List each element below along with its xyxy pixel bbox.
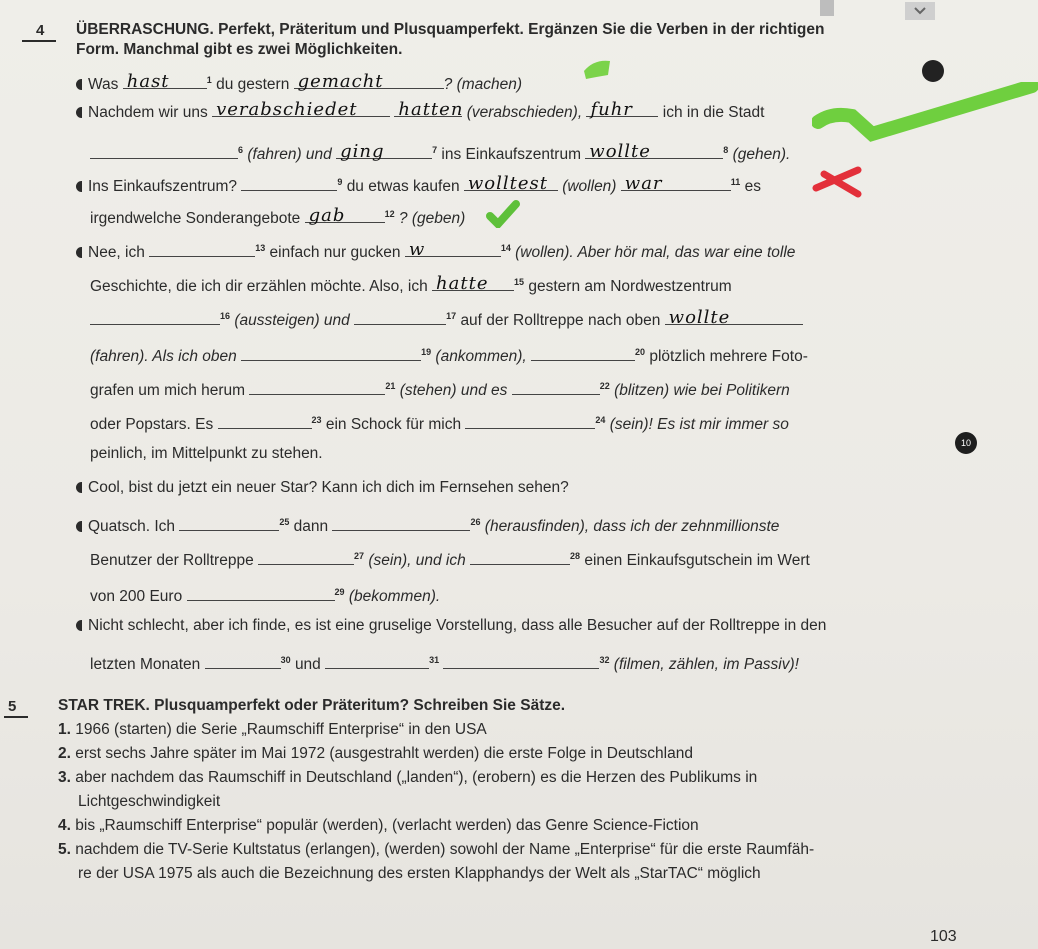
ex5-item-4: 4. bis „Raumschiff Enterprise“ populär (werden), (verlacht werden) das Genre Science-Fiction bbox=[58, 817, 699, 834]
sentence-line-6: Nee, ich $^{13}$ einfach nur gucken w $^{14}$ (wollen). Aber hör mal, das war eine tolle bbox=[76, 238, 795, 263]
sentence-line-3: $^6$ (fahren) und ging $^7$ ins Einkaufszentrum wollte $^8$ (gehen). bbox=[90, 140, 790, 165]
exercise-number: 4 bbox=[36, 22, 45, 39]
sentence-line-4: Ins Einkaufszentrum? $^9$ du etwas kaufen wolltest (wollen) war $^{11}$ es bbox=[76, 172, 761, 197]
green-check-mark bbox=[812, 82, 1038, 142]
answer-blank-19[interactable] bbox=[241, 346, 421, 361]
answer-blank-1[interactable]: hast bbox=[123, 74, 207, 89]
answer-blank-8[interactable]: wollte bbox=[585, 144, 723, 159]
answer-blank-4[interactable]: verabschiedet bbox=[212, 102, 390, 117]
sentence-line-16: von 200 Euro $^{29}$ (bekommen). bbox=[90, 587, 441, 606]
exercise-title: ÜBERRASCHUNG. Perfekt, Präteritum und Plusquamperfekt. Ergänzen Sie die Verben in der richtigen bbox=[76, 21, 825, 38]
sentence-line-5: irgendwelche Sonderangebote gab $^{12}$ ? (geben) bbox=[90, 205, 466, 228]
answer-blank-16[interactable] bbox=[90, 310, 220, 325]
sentence-line-14: Quatsch. Ich $^{25}$ dann $^{26}$ (herausfinden), dass ich der zehnmillionste bbox=[76, 512, 779, 537]
answer-blank-22[interactable] bbox=[512, 380, 600, 395]
ex5-item-3-cont: Lichtgeschwindigkeit bbox=[78, 793, 221, 810]
green-check-small bbox=[484, 198, 520, 228]
sentence-line-15: Benutzer der Rolltreppe $^{27}$ (sein), und ich $^{28}$ einen Einkaufsgutschein im Wert bbox=[90, 551, 810, 570]
ex5-item-2: 2. erst sechs Jahre später im Mai 1972 (ausgestrahlt werden) die erste Folge in Deutschland bbox=[58, 745, 693, 762]
answer-blank-9[interactable] bbox=[241, 176, 337, 191]
answer-blank-27[interactable] bbox=[258, 550, 354, 565]
answer-blank-24[interactable] bbox=[465, 414, 595, 429]
green-highlight-mark bbox=[580, 55, 612, 83]
sentence-line-1: Was hast $^1$ du gestern gemacht ? (machen) bbox=[76, 70, 522, 95]
answer-blank-23[interactable] bbox=[218, 414, 312, 429]
answer-blank-12[interactable]: gab bbox=[305, 208, 385, 223]
answer-blank-31[interactable] bbox=[325, 654, 429, 669]
answer-blank-32[interactable] bbox=[443, 654, 599, 669]
sentence-line-11: oder Popstars. Es $^{23}$ ein Schock für mich $^{24}$ (sein)! Es ist mir immer so bbox=[90, 415, 789, 434]
answer-blank-2-3[interactable]: gemacht bbox=[294, 74, 444, 89]
red-cross-mark bbox=[804, 166, 864, 198]
exercise-number-rule bbox=[22, 40, 56, 42]
answer-blank-10[interactable]: wolltest bbox=[464, 176, 558, 191]
exercise-5-number: 5 bbox=[8, 698, 17, 715]
answer-blank-15[interactable]: hatte bbox=[432, 276, 514, 291]
sentence-line-9: (fahren). Als ich oben $^{19}$ (ankommen), $^{20}$ plötzlich mehrere Foto- bbox=[90, 347, 808, 366]
answer-blank-29[interactable] bbox=[187, 586, 335, 601]
ex5-item-1: 1. 1966 (starten) die Serie „Raumschiff Enterprise“ in den USA bbox=[58, 721, 487, 738]
ex5-item-5: 5. nachdem die TV-Serie Kultstatus (erlangen), (werden) sowohl der Name „Enterprise“ für die erste Raumfäh- bbox=[58, 841, 815, 858]
side-badge: 10 bbox=[955, 432, 977, 454]
sentence-line-8: $^{16}$ (aussteigen) und $^{17}$ auf der Rolltreppe nach oben wollte bbox=[90, 306, 803, 331]
black-dot-marker bbox=[922, 60, 944, 82]
answer-blank-25[interactable] bbox=[179, 516, 279, 531]
answer-blank-20[interactable] bbox=[531, 346, 635, 361]
exercise-5-number-rule bbox=[4, 716, 28, 718]
exercise-title-line2: Form. Manchmal gibt es zwei Möglichkeiten. bbox=[76, 41, 403, 58]
answer-blank-28[interactable] bbox=[470, 550, 570, 565]
corner-tab-icon bbox=[905, 2, 935, 20]
answer-blank-26[interactable] bbox=[332, 516, 470, 531]
ex5-item-3: 3. aber nachdem das Raumschiff in Deutschland („landen“), (erobern) es die Herzen des Publikums in bbox=[58, 769, 758, 786]
answer-blank-18[interactable]: wollte bbox=[665, 310, 803, 325]
sentence-line-18: letzten Monaten $^{30}$ und $^{31}$ $^{32}$ (filmen, zählen, im Passiv)! bbox=[90, 655, 799, 674]
answer-blank-13[interactable] bbox=[149, 242, 255, 257]
sentence-line-17: Nicht schlecht, aber ich finde, es ist eine gruselige Vorstellung, dass alle Besucher auf der Rolltreppe in den bbox=[76, 616, 826, 636]
sentence-line-7: Geschichte, die ich dir erzählen möchte. Also, ich hatte $^{15}$ gestern am Nordwestzentrum bbox=[90, 273, 732, 296]
answer-blank-7[interactable]: ging bbox=[336, 144, 432, 159]
sentence-line-10: grafen um mich herum $^{21}$ (stehen) und es $^{22}$ (blitzen) wie bei Politikern bbox=[90, 381, 790, 400]
answer-blank-5b[interactable]: fuhr bbox=[586, 102, 658, 117]
sentence-line-2: Nachdem wir uns verabschiedet hatten (verabschieden), fuhr ich in die Stadt bbox=[76, 102, 764, 123]
answer-blank-5[interactable]: hatten bbox=[394, 102, 462, 117]
page-number: 103 bbox=[930, 928, 957, 945]
sentence-line-13: Cool, bist du jetzt ein neuer Star? Kann ich dich im Fernsehen sehen? bbox=[76, 478, 569, 498]
ex5-item-5-cont: re der USA 1975 als auch die Bezeichnung des ersten Klapphandys der Welt als „StarTAC“ möglich bbox=[78, 865, 761, 882]
answer-blank-11[interactable]: war bbox=[621, 176, 731, 191]
answer-blank-17[interactable] bbox=[354, 310, 446, 325]
corner-tab bbox=[820, 0, 834, 16]
answer-blank-6[interactable] bbox=[90, 144, 238, 159]
sentence-line-12: peinlich, im Mittelpunkt zu stehen. bbox=[90, 445, 323, 462]
answer-blank-21[interactable] bbox=[249, 380, 385, 395]
answer-blank-14[interactable]: w bbox=[405, 242, 501, 257]
exercise-5-title: STAR TREK. Plusquamperfekt oder Präteritum? Schreiben Sie Sätze. bbox=[58, 697, 566, 714]
answer-blank-30[interactable] bbox=[205, 654, 281, 669]
